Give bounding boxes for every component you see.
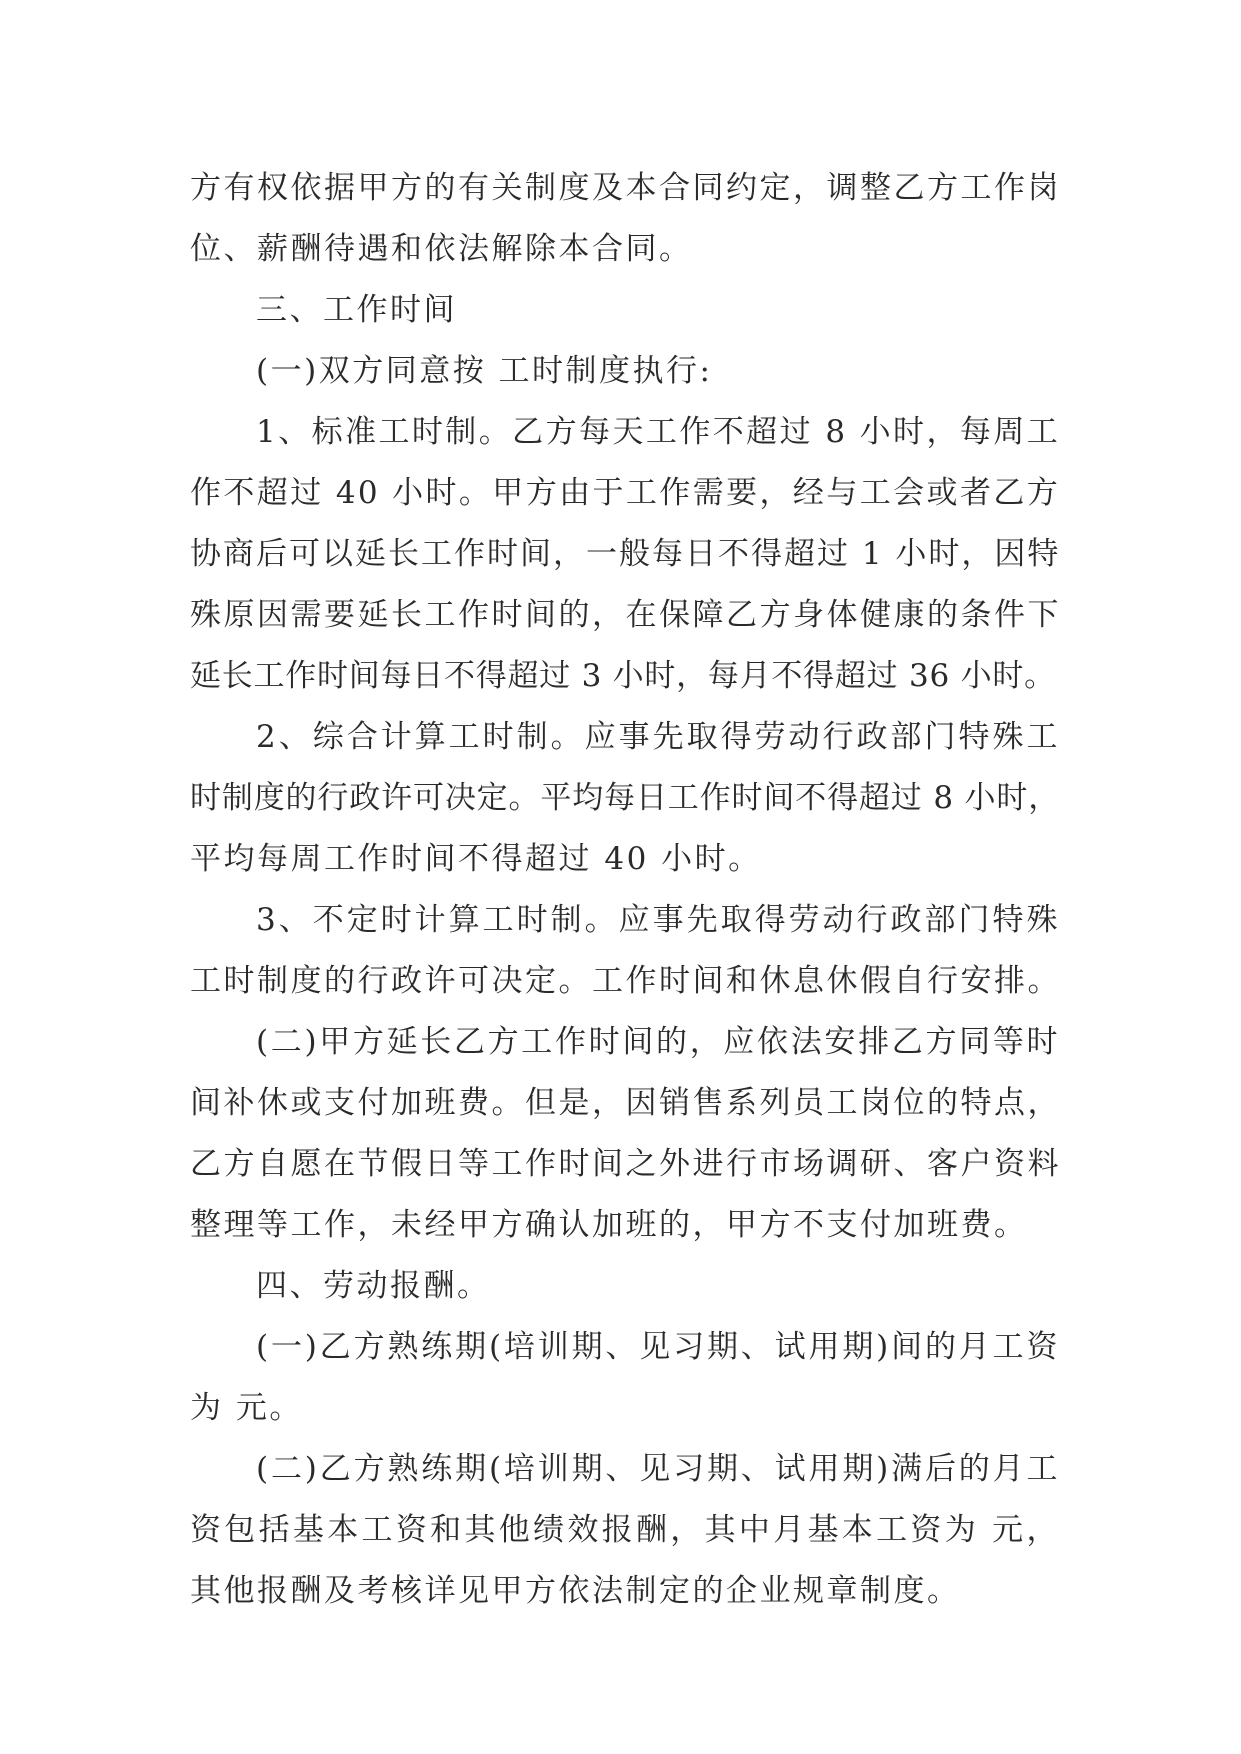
text-line: 为 元。: [190, 1390, 303, 1426]
text-line: 2、综合计算工时制。应事先取得劳动行政部门特殊工: [256, 719, 1060, 755]
text-line: 协商后可以延长工作时间，一般每日不得超过 1 小时，因特: [190, 536, 1061, 572]
text-line: (二)乙方熟练期(培训期、见习期、试用期)满后的月工: [256, 1451, 1060, 1487]
text-line: 四、劳动报酬。: [256, 1268, 491, 1304]
text-line: 3、不定时计算工时制。应事先取得劳动行政部门特殊: [256, 902, 1060, 938]
document-body: [190, 158, 1060, 1622]
text-line: 1、标准工时制。乙方每天工作不超过 8 小时，每周工: [256, 414, 1060, 450]
text-line: 殊原因需要延长工作时间的，在保障乙方身体健康的条件下: [190, 597, 1061, 633]
text-line: (一)双方同意按 工时制度执行:: [256, 353, 713, 389]
text-line: 位、薪酬待遇和依法解除本合同。: [190, 231, 693, 267]
text-line: 乙方自愿在节假日等工作时间之外进行市场调研、客户资料: [190, 1146, 1061, 1182]
text-line: 资包括基本工资和其他绩效报酬，其中月基本工资为 元，: [190, 1512, 1060, 1548]
text-line: 间补休或支付加班费。但是，因销售系列员工岗位的特点，: [190, 1085, 1061, 1121]
text-line: 整理等工作，未经甲方确认加班的，甲方不支付加班费。: [190, 1207, 1028, 1243]
text-line: (一)乙方熟练期(培训期、见习期、试用期)间的月工资: [256, 1329, 1060, 1365]
text-line: 其他报酬及考核详见甲方依法制定的企业规章制度。: [190, 1573, 961, 1609]
text-line: 时制度的行政许可决定。平均每日工作时间不得超过 8 小时，: [190, 780, 1060, 816]
text-line: 三、工作时间: [256, 292, 457, 328]
text-line: 工时制度的行政许可决定。工作时间和休息休假自行安排。: [190, 963, 1061, 999]
text-line: 平均每周工作时间不得超过 40 小时。: [190, 841, 762, 877]
text-line: (二)甲方延长乙方工作时间的，应依法安排乙方同等时: [256, 1024, 1060, 1060]
text-line: 延长工作时间每日不得超过 3 小时，每月不得超过 36 小时。: [190, 658, 1056, 694]
text-line: 作不超过 40 小时。甲方由于工作需要，经与工会或者乙方: [190, 475, 1060, 511]
text-line: 方有权依据甲方的有关制度及本合同约定，调整乙方工作岗: [190, 170, 1061, 206]
